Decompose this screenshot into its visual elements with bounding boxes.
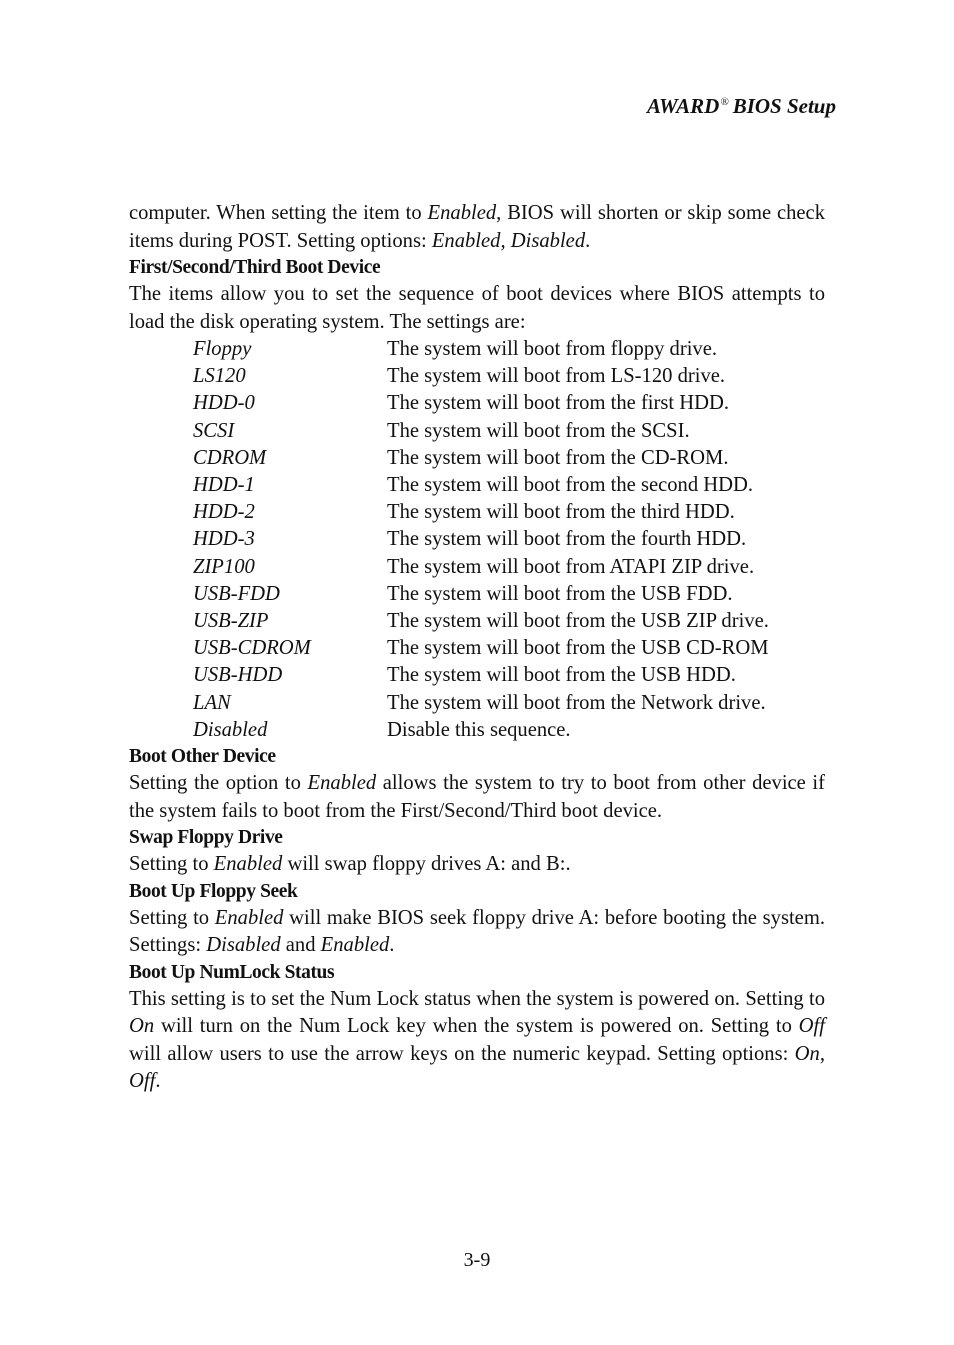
boot-option-row <box>129 445 825 472</box>
swap-floppy-heading: Swap Floppy Drive <box>129 827 283 849</box>
boot-option-name: USB-HDD <box>193 664 283 687</box>
boot-device-options-list <box>129 336 825 744</box>
page-content <box>129 200 825 1096</box>
boot-option-row <box>129 608 825 635</box>
swap-floppy-text-2: will swap floppy drives A: and B:. <box>282 853 571 876</box>
floppy-seek-text-1: Setting to <box>129 906 215 929</box>
header-title: AWARD <box>646 94 720 118</box>
intro-text-3: . <box>585 229 591 252</box>
boot-option-row <box>129 554 825 581</box>
boot-option-name: CDROM <box>193 446 267 469</box>
numlock-text-4: , <box>819 1042 825 1065</box>
numlock-text-1: This setting is to set the Num Lock status when the system is powered on. Setting to <box>129 987 825 1010</box>
numlock-heading: Boot Up NumLock Status <box>129 961 335 983</box>
boot-option-name: Floppy <box>193 338 252 360</box>
boot-option-description: The system will boot from the third HDD. <box>387 501 735 524</box>
boot-option-row <box>129 635 825 662</box>
boot-option-description: The system will boot from the Network drive. <box>387 691 766 714</box>
boot-other-text-2: allows the system to try to boot from other device if the system fails to boot from the First/Second/Third boot device. <box>129 772 825 822</box>
swap-floppy-text-1: Setting to <box>129 853 214 876</box>
floppy-seek-text-2: will make BIOS seek floppy drive A: before booting the system. Settings: <box>129 906 825 957</box>
numlock-emphasis-2: Off <box>798 1015 825 1038</box>
swap-floppy-paragraph <box>129 851 825 879</box>
boot-option-name: USB-CDROM <box>193 637 311 660</box>
boot-option-description: The system will boot from the CD-ROM. <box>387 446 729 469</box>
boot-other-text-1: Setting the option to <box>129 772 308 795</box>
header-subtitle: BIOS Setup <box>732 94 836 118</box>
boot-other-paragraph <box>129 770 825 825</box>
boot-option-description: The system will boot from the SCSI. <box>387 419 690 442</box>
page-number: 3-9 <box>463 1249 491 1271</box>
boot-option-row <box>129 336 825 363</box>
floppy-seek-text-3: and <box>280 934 321 957</box>
swap-floppy-emphasis-1: Enabled <box>213 853 283 876</box>
floppy-seek-text-4: . <box>389 934 395 957</box>
running-header <box>647 94 836 119</box>
boot-option-description: The system will boot from LS-120 drive. <box>387 365 726 388</box>
boot-option-description: The system will boot from the USB CD-ROM <box>387 637 769 660</box>
boot-option-row <box>129 363 825 390</box>
boot-option-row <box>129 717 825 744</box>
floppy-seek-emphasis-3: Enabled <box>320 934 390 957</box>
boot-option-description: The system will boot from the fourth HDD. <box>387 528 747 551</box>
boot-option-name: USB-ZIP <box>193 610 269 633</box>
boot-option-name: SCSI <box>193 419 235 442</box>
floppy-seek-paragraph <box>129 905 825 960</box>
boot-option-row <box>129 472 825 499</box>
boot-device-heading: First/Second/Third Boot Device <box>129 257 381 278</box>
boot-device-description: The items allow you to set the sequence of boot devices where BIOS attempts to load the disk operating system. The settings are: <box>129 283 825 333</box>
floppy-seek-emphasis-2: Disabled <box>206 934 281 957</box>
boot-option-description: The system will boot from ATAPI ZIP drive. <box>387 555 755 578</box>
boot-option-description: The system will boot from the second HDD. <box>387 474 754 497</box>
floppy-seek-heading: Boot Up Floppy Seek <box>129 880 298 902</box>
intro-emphasis-1: Enabled <box>427 202 497 224</box>
boot-option-description: The system will boot from the USB ZIP drive. <box>387 610 769 633</box>
boot-option-name: HDD-3 <box>193 528 255 551</box>
boot-option-row <box>129 418 825 445</box>
boot-option-name: LAN <box>193 691 231 714</box>
numlock-text-5: . <box>155 1070 161 1093</box>
boot-option-row <box>129 526 825 553</box>
numlock-text-2: will turn on the Num Lock key when the system is powered on. Setting to <box>154 1015 799 1038</box>
boot-option-name: LS120 <box>193 365 246 388</box>
boot-option-description: The system will boot from the first HDD. <box>387 392 730 415</box>
numlock-emphasis-3: On <box>794 1042 820 1065</box>
boot-option-name: Disabled <box>193 718 268 741</box>
intro-emphasis-2: Enabled, Disabled <box>431 229 586 252</box>
numlock-emphasis-4: Off <box>129 1070 156 1093</box>
registered-mark: ® <box>720 96 729 108</box>
intro-text-2: , BIOS will shorten or skip some check items during POST. Setting options: <box>129 202 825 252</box>
boot-option-row <box>129 581 825 608</box>
boot-option-name: HDD-0 <box>193 392 255 415</box>
boot-other-emphasis-1: Enabled <box>307 772 377 795</box>
boot-option-row <box>129 390 825 417</box>
intro-text-1: computer. When setting the item to <box>129 202 428 224</box>
numlock-text-3: will allow users to use the arrow keys on the numeric keypad. Setting options: <box>129 1042 795 1065</box>
boot-option-name: USB-FDD <box>193 582 280 605</box>
boot-option-name: HDD-1 <box>193 474 255 497</box>
boot-other-heading: Boot Other Device <box>129 746 276 768</box>
boot-option-row <box>129 690 825 717</box>
numlock-paragraph <box>129 986 825 1096</box>
boot-option-description: The system will boot from the USB HDD. <box>387 664 736 687</box>
numlock-emphasis-1: On <box>129 1015 155 1038</box>
boot-option-name: HDD-2 <box>193 501 255 524</box>
boot-option-description: The system will boot from floppy drive. <box>387 338 718 360</box>
intro-paragraph <box>129 200 825 255</box>
boot-option-description: The system will boot from the USB FDD. <box>387 582 733 605</box>
floppy-seek-emphasis-1: Enabled <box>214 906 284 929</box>
boot-option-row <box>129 662 825 689</box>
boot-option-name: ZIP100 <box>193 555 255 578</box>
boot-option-row <box>129 499 825 526</box>
boot-option-description: Disable this sequence. <box>387 718 571 741</box>
